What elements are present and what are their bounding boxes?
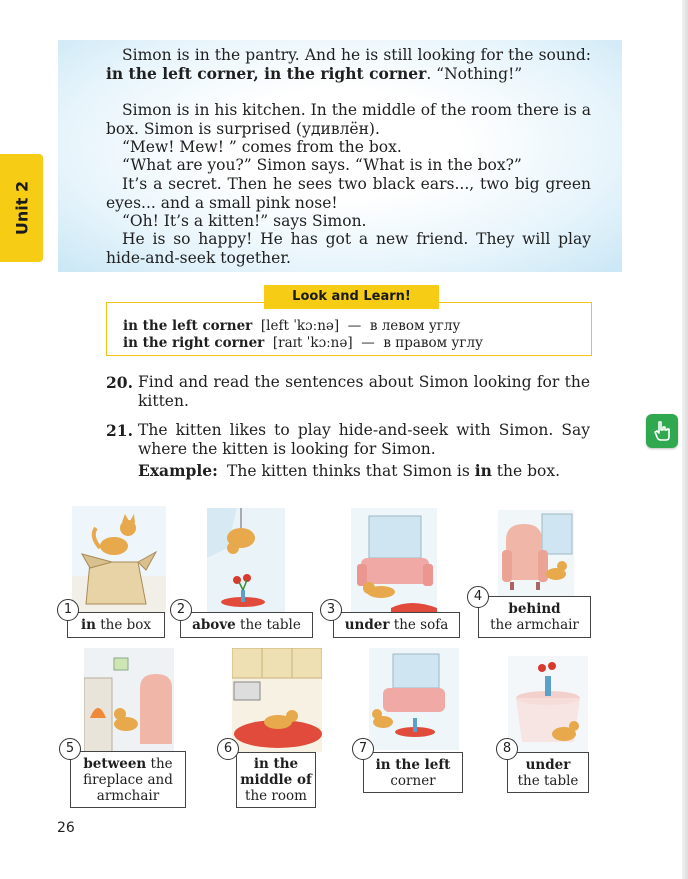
- story-bold-phrase: in the left corner, in the right corner: [106, 63, 427, 83]
- interactive-hand-button[interactable]: [646, 414, 678, 448]
- picture-kitten-above-table: [207, 508, 285, 614]
- picture-label-1: in the box: [67, 612, 165, 638]
- vocab-line-1: in the left corner [left ˈkɔːnə] — в левом углу: [123, 318, 461, 334]
- picture-kitten-left-corner: [369, 648, 459, 750]
- picture-label-4: behind the armchair: [478, 596, 591, 638]
- exercise-number: 21.: [106, 421, 133, 440]
- picture-number-3: 3: [320, 599, 342, 621]
- picture-label-2: above the table: [180, 612, 313, 638]
- picture-kitten-under-table: [508, 656, 588, 752]
- picture-kitten-behind-armchair: [498, 510, 574, 596]
- picture-number-8: 8: [496, 738, 518, 760]
- picture-number-6: 6: [217, 738, 239, 760]
- picture-label-6: in the middle of the room: [236, 752, 316, 808]
- picture-kitten-between-fireplace-armchair: [84, 648, 174, 754]
- story-paragraph-4: “What are you?” Simon says. “What is in the box?”: [122, 156, 522, 174]
- picture-label-7: in the left corner: [363, 752, 463, 793]
- picture-number-2: 2: [170, 599, 192, 621]
- vocab-line-2: in the right corner [raɪt ˈkɔːnə] — в правом углу: [123, 335, 483, 351]
- story-paragraph-1: Simon is in the pantry. And he is still looking for the sound: in the left corner, in the right corner. “Nothing!”: [106, 46, 591, 83]
- picture-label-8: under the table: [507, 752, 589, 793]
- page-number: 26: [57, 820, 75, 836]
- picture-number-7: 7: [352, 738, 374, 760]
- picture-number-1: 1: [57, 599, 79, 621]
- story-paragraph-2: Simon is in his kitchen. In the middle of the room there is a box. Simon is surprised (удивлён).: [106, 101, 591, 138]
- look-and-learn-title: Look and Learn!: [264, 285, 439, 309]
- picture-kitten-middle-of-room: [232, 648, 322, 752]
- picture-label-3: under the sofa: [333, 612, 460, 638]
- story-paragraph-5: It’s a secret. Then he sees two black ears..., two big green eyes... and a small pink nose!: [106, 175, 591, 212]
- picture-label-5: between the fireplace and armchair: [70, 751, 186, 808]
- picture-number-4: 4: [467, 586, 489, 608]
- picture-kitten-under-sofa: [351, 508, 437, 614]
- story-paragraph-7: He is so happy! He has got a new friend. They will play hide-and-seek together.: [106, 230, 591, 267]
- picture-kitten-in-box: [72, 506, 166, 614]
- picture-number-5: 5: [59, 738, 81, 760]
- unit-tab-label: Unit 2: [12, 180, 31, 236]
- hand-pointer-icon: [652, 420, 672, 442]
- page-edge: [682, 0, 688, 879]
- exercise-text: The kitten likes to play hide-and-seek with Simon. Say where the kitten is looking for Simon.: [138, 421, 590, 458]
- exercise-number: 20.: [106, 373, 133, 392]
- unit-tab: [0, 154, 43, 262]
- story-paragraph-6: “Oh! It’s a kitten!” says Simon.: [122, 212, 367, 230]
- story-box: [58, 40, 622, 272]
- exercise-text: Find and read the sentences about Simon looking for the kitten.: [138, 373, 590, 410]
- story-paragraph-3: “Mew! Mew! ” comes from the box.: [122, 138, 402, 156]
